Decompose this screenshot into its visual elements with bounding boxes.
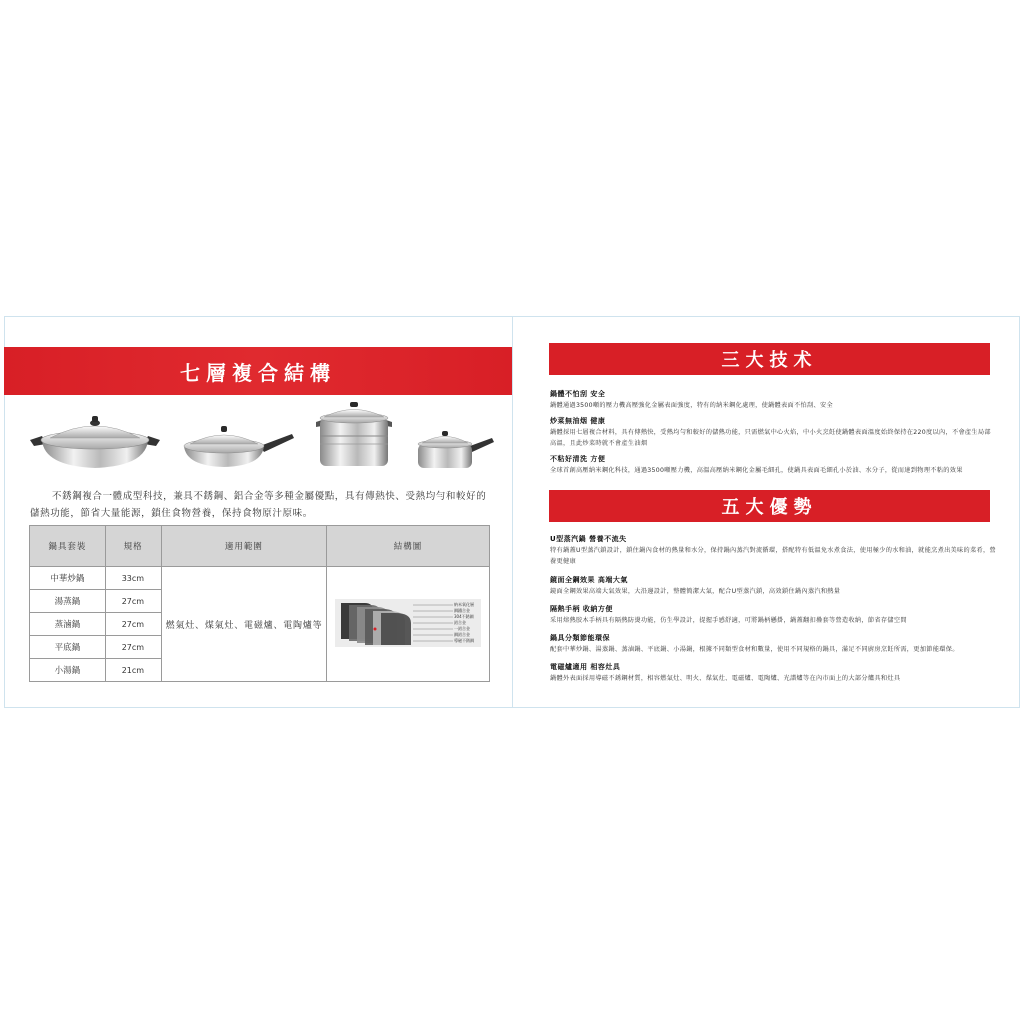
layer-label: 鋼鐵合金 bbox=[454, 607, 471, 613]
tech-heading: 炒菜無油烟 健康 bbox=[550, 417, 606, 425]
steamer-pot-image bbox=[314, 400, 394, 470]
row-size: 27cm bbox=[105, 613, 161, 636]
structure-diagram-cell bbox=[327, 567, 490, 682]
advantage-item bbox=[550, 604, 996, 626]
advantage-heading: 鏡面全鋼效果 高端大氣 bbox=[550, 576, 628, 584]
tech-heading: 鍋體不怕刮 安全 bbox=[550, 390, 606, 398]
header-size: 規格 bbox=[105, 526, 161, 567]
advantage-item bbox=[550, 575, 996, 597]
advantage-heading: 隔熱手柄 收納方便 bbox=[550, 605, 613, 613]
header-set: 鍋具套裝 bbox=[30, 526, 106, 567]
small-saucepan-image bbox=[414, 430, 494, 470]
row-size: 27cm bbox=[105, 636, 161, 659]
advantage-item bbox=[550, 534, 996, 567]
tech-heading: 不粘好清洗 方便 bbox=[550, 455, 606, 463]
row-size: 21cm bbox=[105, 659, 161, 682]
right-banner-tech-title: 三大技术 bbox=[549, 343, 990, 375]
advantage-text: 鏡面全鋼效果高端大氣效果，大沿邊設計，整體簡潔大氣，配合U型蒸汽鎖，高效鎖住鍋內蒸汽和熱量 bbox=[550, 588, 841, 595]
layer-structure-diagram bbox=[335, 599, 481, 647]
intro-text: 不銹鋼複合一體成型科技，兼具不銹鋼、鋁合金等多種金屬優點，具有傳熱快、受熱均勻和較好的儲熱功能，節省大量能源，鎖住食物營養，保持食物原汁原味。 bbox=[30, 491, 487, 519]
row-name: 小湯鍋 bbox=[30, 659, 106, 682]
layer-label: 導磁不銹鋼 bbox=[454, 637, 475, 643]
row-size: 33cm bbox=[105, 567, 161, 590]
header-range: 適用範圍 bbox=[161, 526, 326, 567]
tech-item bbox=[550, 389, 996, 411]
layer-label: 一鋁合金 bbox=[454, 625, 471, 631]
layer-label: 鋁合金 bbox=[454, 619, 467, 625]
wok-pot-image bbox=[28, 410, 162, 472]
advantage-heading: 鍋具分類節能環保 bbox=[550, 634, 610, 642]
right-banner-advantage-title: 五大優勢 bbox=[549, 490, 990, 522]
row-name: 湯蒸鍋 bbox=[30, 590, 106, 613]
tech-item bbox=[550, 416, 996, 449]
layer-label: 304不銹鋼 bbox=[454, 613, 474, 619]
tech-text: 鍋體通過3500噸的壓力機高壓強化金屬表面強度，特有的納米鋼化處理，使鍋體表面不怕刮、安全 bbox=[550, 402, 833, 409]
advantage-heading: 電磁爐適用 相容灶具 bbox=[550, 663, 621, 671]
tech-text: 鍋體採用七層複合材料，具有傳熱快，受熱均勻和較好的儲熱功能，只需燃氣中心火焰，中小火烹飪使鍋體表面溫度始終保持在220度以內，不會產生局部高溫，且此炒菜時就不會產生油烟 bbox=[550, 429, 991, 447]
layer-label: 納米氧化層 bbox=[454, 601, 475, 607]
intro-paragraph bbox=[30, 488, 496, 522]
tech-item bbox=[550, 454, 996, 476]
row-name: 中華炒鍋 bbox=[30, 567, 106, 590]
advantage-item bbox=[550, 662, 996, 684]
table-header-row bbox=[30, 526, 490, 567]
row-size: 27cm bbox=[105, 590, 161, 613]
advantage-item bbox=[550, 633, 996, 655]
left-banner-title: 七層複合結構 bbox=[4, 347, 512, 395]
advantage-text: 配套中華炒鍋、湯蒸鍋、蒸滷鍋、平底鍋、小湯鍋，根據不同類型食材和數量，使用不同規格的鍋具，滿足不同廚房烹飪所需，更加節能環保。 bbox=[550, 646, 959, 653]
cookware-spec-table bbox=[29, 525, 490, 682]
advantage-text: 鍋體外表面採用導磁不銹鋼材質，相容燃氣灶、明火、煤氣灶、電磁爐、電陶爐、光譜爐等在內市面上的大部分爐具和灶具 bbox=[550, 675, 901, 682]
applicable-range: 燃氣灶、煤氣灶、電磁爐、電陶爐等 bbox=[161, 567, 326, 682]
table-row bbox=[30, 567, 490, 590]
row-name: 平底鍋 bbox=[30, 636, 106, 659]
advantage-text: 特有鍋蓋U型蒸汽鎖設計，鎖住鍋內食材的熱量和水分，保持鍋內蒸汽對流循環，搭配特有低溫免水煮食法，使用極少的水和油，就能烹煮出美味的菜肴，營養更健康 bbox=[550, 547, 996, 565]
frying-pan-image bbox=[180, 420, 295, 470]
advantage-text: 采用熔熱胶木手柄具有隔熱防燙功能，仿生學設計，提握手感舒適，可將鍋柄懸掛，鍋蓋翻扣疊套等營造收納，節省存儲空間 bbox=[550, 617, 907, 624]
layer-label: 鋼鋁合金 bbox=[454, 631, 471, 637]
advantage-heading: U型蒸汽鍋 營養不流失 bbox=[550, 535, 627, 543]
header-structure: 結構圖 bbox=[327, 526, 490, 567]
page-fold-line bbox=[512, 316, 513, 708]
tech-text: 全球首創高壓納米鋼化科技，通過3500噸壓力機，高溫高壓納米鋼化金屬毛細孔，使鍋具表面毛細孔小於油、水分子，從而達到物理不粘的效果 bbox=[550, 467, 963, 474]
row-name: 蒸滷鍋 bbox=[30, 613, 106, 636]
